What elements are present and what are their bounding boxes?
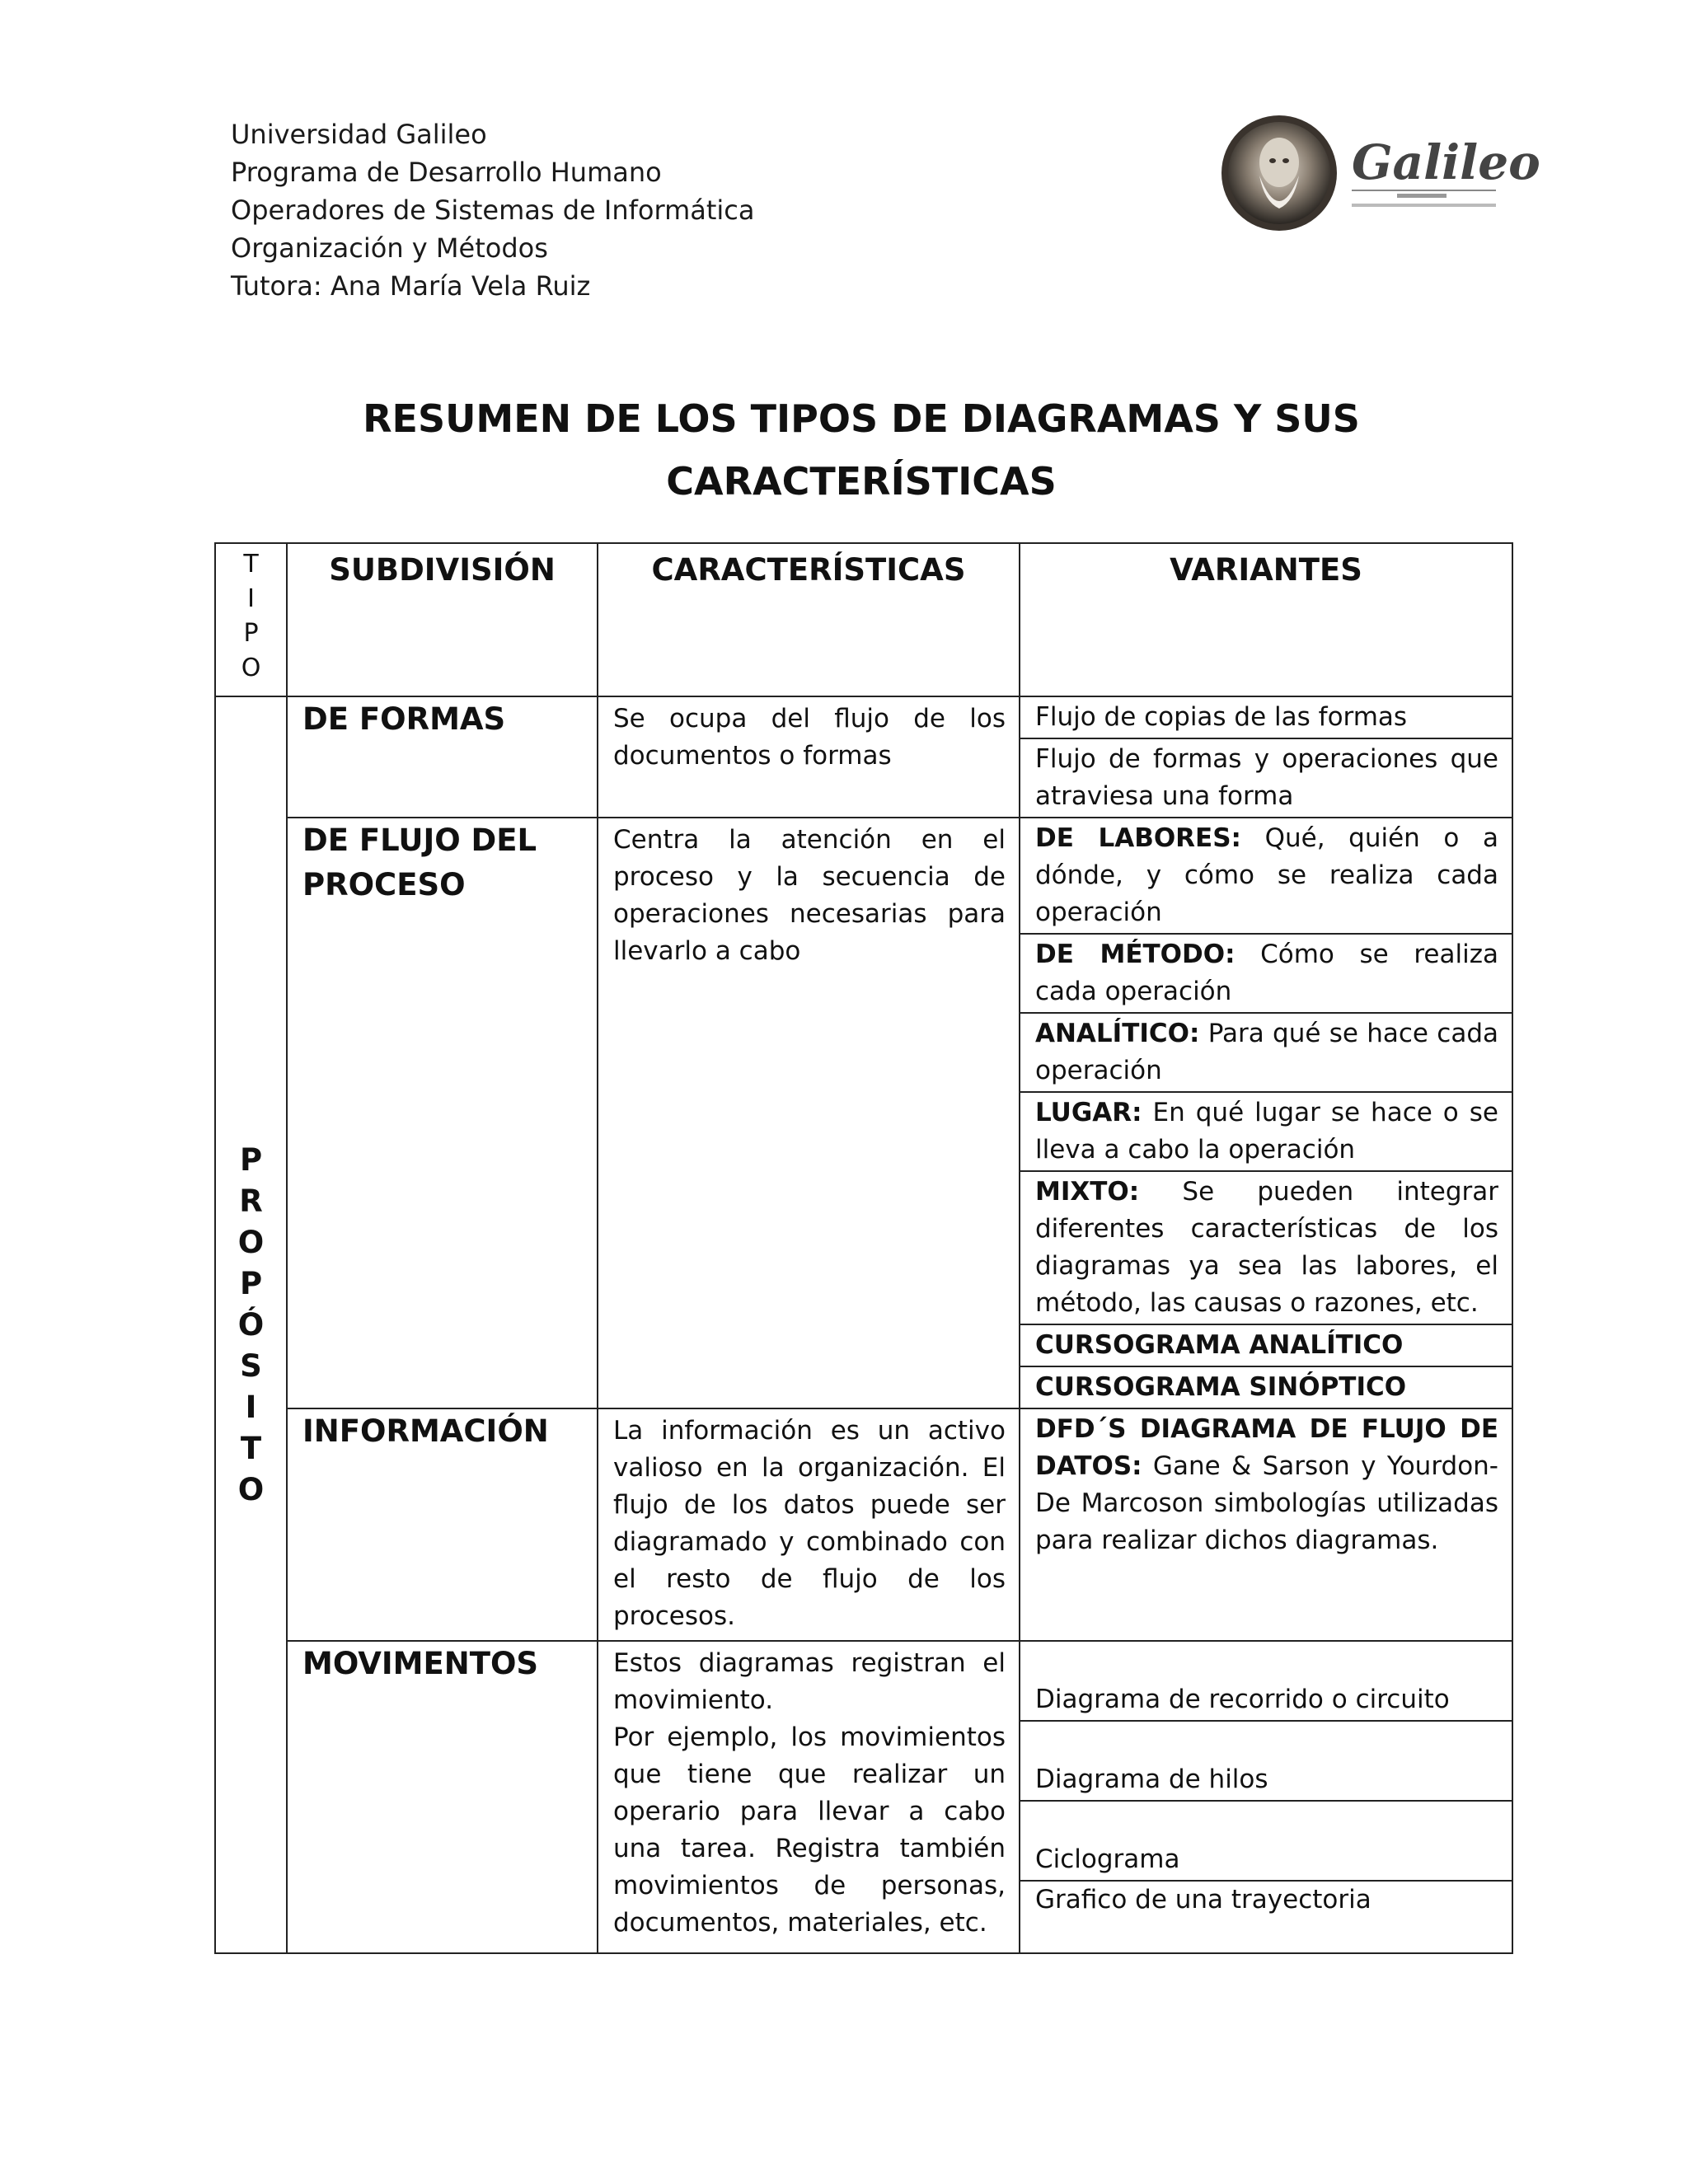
caracteristicas-flujo: Centra la atención en el proceso y la secuencia de operaciones necesarias para llevarlo a cabo: [598, 818, 1020, 1408]
diagram-types-table: [214, 542, 1513, 1954]
variante-labores: DE LABORES: Qué, quién o a dónde, y cómo se realiza cada operación: [1020, 818, 1512, 934]
header-line-program: Programa de Desarrollo Humano: [231, 157, 662, 188]
variante-analitico: ANALÍTICO: Para qué se hace cada operación: [1020, 1013, 1512, 1092]
header-line-course: Operadores de Sistemas de Informática: [231, 194, 755, 226]
header-caracteristicas: CARACTERÍSTICAS: [598, 543, 1020, 696]
variante-metodo: DE MÉTODO: Cómo se realiza cada operación: [1020, 934, 1512, 1013]
galileo-logo: [1220, 111, 1540, 235]
variante-cursograma-analitico: CURSOGRAMA ANALÍTICO: [1020, 1324, 1512, 1366]
header-variantes: VARIANTES: [1020, 543, 1512, 696]
caracteristicas-formas: Se ocupa del flujo de los documentos o formas: [598, 696, 1020, 818]
variante-lugar: LUGAR: En qué lugar se hace o se lleva a cabo la operación: [1020, 1092, 1512, 1171]
variante-trayectoria: Grafico de una trayectoria: [1020, 1881, 1512, 1953]
table-row: [215, 818, 1512, 934]
document-title: [214, 387, 1508, 513]
variante-cursograma-sinoptico: CURSOGRAMA SINÓPTICO: [1020, 1366, 1512, 1408]
logo-wordmark: Galileo: [1352, 134, 1540, 190]
header-line-tutor: Tutora: Ana María Vela Ruiz: [231, 270, 591, 302]
variante-ciclograma: Ciclograma: [1020, 1801, 1512, 1881]
header-tipo: T I P O: [215, 543, 287, 696]
header-subdivision: SUBDIVISIÓN: [287, 543, 598, 696]
table-row: [215, 1408, 1512, 1641]
caracteristicas-movimientos: Estos diagramas registran el movimiento. Por ejemplo, los movimientos que tiene que realizar un operario para llevar a cabo una tarea. Registra también movimientos de personas, documentos, materiales, etc.: [598, 1641, 1020, 1953]
header-line-university: Universidad Galileo: [231, 119, 487, 150]
variante-mixto: MIXTO: Se pueden integrar diferentes características de los diagramas ya sea las labores, el método, las causas o razones, etc.: [1020, 1171, 1512, 1324]
table-row: [215, 1641, 1512, 1721]
variante-recorrido: Diagrama de recorrido o circuito: [1020, 1641, 1512, 1721]
subdivision-flujo: DE FLUJO DEL PROCESO: [287, 818, 598, 1408]
variante-hilos: Diagrama de hilos: [1020, 1721, 1512, 1801]
variante-formas-2: Flujo de formas y operaciones que atraviesa una forma: [1020, 738, 1512, 818]
variante-dfd: DFD´S DIAGRAMA DE FLUJO DE DATOS: Gane & Sarson y Yourdon-De Marcoson simbologías utilizadas para realizar dichos diagramas.: [1020, 1408, 1512, 1641]
proposito-label: P R O P Ó S I T O: [215, 696, 287, 1953]
title-line-1: RESUMEN DE LOS TIPOS DE DIAGRAMAS Y SUS: [363, 396, 1360, 441]
institution-header: [231, 115, 754, 305]
variante-formas-1: Flujo de copias de las formas: [1020, 696, 1512, 738]
subdivision-formas: DE FORMAS: [287, 696, 598, 818]
caracteristicas-informacion: La información es un activo valioso en la organización. El flujo de los datos puede ser diagramado y combinado con el resto de flujo de los procesos.: [598, 1408, 1020, 1641]
table-header-row: [215, 543, 1512, 696]
title-line-2: CARACTERÍSTICAS: [666, 459, 1057, 504]
header-line-subject: Organización y Métodos: [231, 232, 548, 264]
subdivision-informacion: INFORMACIÓN: [287, 1408, 598, 1641]
table-row: [215, 696, 1512, 738]
subdivision-movimientos: MOVIMENTOS: [287, 1641, 598, 1953]
